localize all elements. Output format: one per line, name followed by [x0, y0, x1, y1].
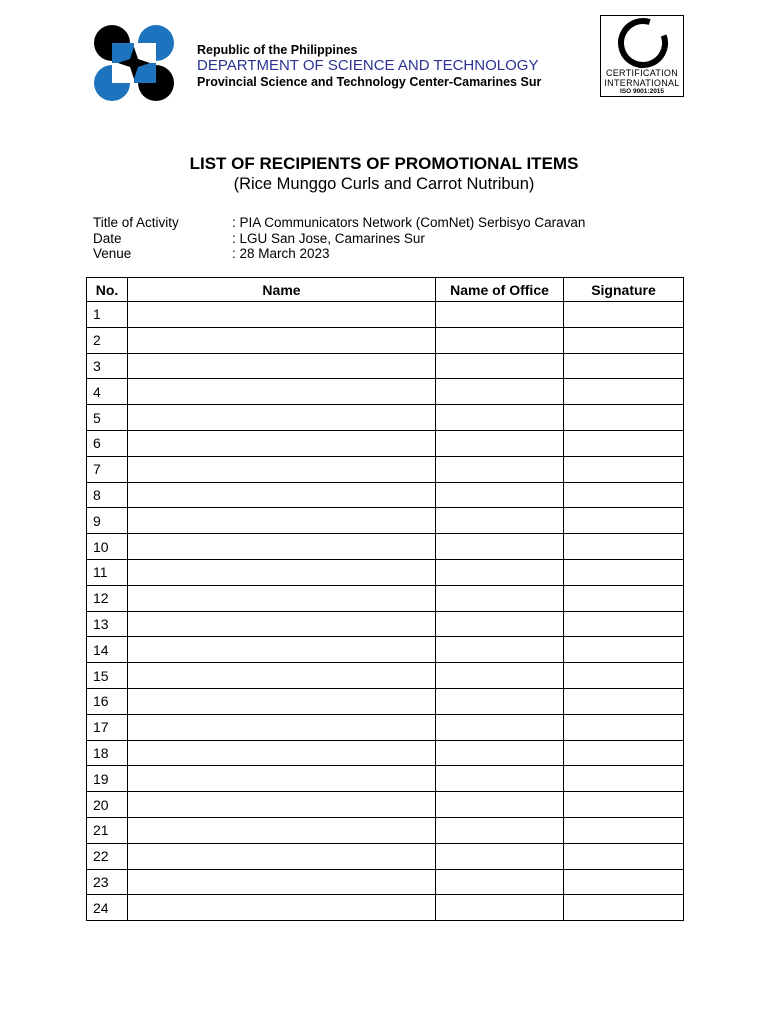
header-office: Name of Office [436, 278, 564, 302]
signature-cell [564, 585, 684, 611]
row-number-cell: 7 [87, 456, 128, 482]
table-row [87, 792, 684, 818]
table-row [87, 456, 684, 482]
signature-cell [564, 430, 684, 456]
signature-cell [564, 302, 684, 328]
table-row [87, 302, 684, 328]
row-number-cell: 21 [87, 817, 128, 843]
office-cell [436, 766, 564, 792]
signature-cell [564, 353, 684, 379]
row-number-cell: 19 [87, 766, 128, 792]
row-number-cell: 2 [87, 327, 128, 353]
activity-value: : PIA Communicators Network (ComNet) Serbisyo Caravan [232, 215, 586, 230]
row-number-cell: 13 [87, 611, 128, 637]
row-number-cell: 16 [87, 688, 128, 714]
name-cell [128, 637, 436, 663]
row-number-cell: 1 [87, 302, 128, 328]
name-cell [128, 508, 436, 534]
name-cell [128, 817, 436, 843]
certification-ring-icon [601, 16, 685, 70]
table-row [87, 585, 684, 611]
office-cell [436, 843, 564, 869]
activity-label: Title of Activity [93, 215, 179, 230]
table-row [87, 482, 684, 508]
table-row [87, 663, 684, 689]
office-cell [436, 740, 564, 766]
office-cell [436, 405, 564, 431]
name-cell [128, 611, 436, 637]
name-cell [128, 740, 436, 766]
table-row [87, 559, 684, 585]
venue-value: : 28 March 2023 [232, 246, 330, 261]
row-number-cell: 12 [87, 585, 128, 611]
signature-cell [564, 740, 684, 766]
name-cell [128, 482, 436, 508]
name-cell [128, 869, 436, 895]
name-cell [128, 353, 436, 379]
table-row [87, 534, 684, 560]
venue-label: Venue [93, 246, 132, 261]
signature-cell [564, 637, 684, 663]
office-cell [436, 869, 564, 895]
office-cell [436, 430, 564, 456]
table-row [87, 379, 684, 405]
name-cell [128, 327, 436, 353]
office-cell [436, 302, 564, 328]
row-number-cell: 3 [87, 353, 128, 379]
name-cell [128, 714, 436, 740]
row-number-cell: 4 [87, 379, 128, 405]
office-cell [436, 585, 564, 611]
name-cell [128, 663, 436, 689]
signature-cell [564, 405, 684, 431]
office-cell [436, 353, 564, 379]
department-line: DEPARTMENT OF SCIENCE AND TECHNOLOGY [197, 57, 539, 75]
row-number-cell: 6 [87, 430, 128, 456]
activity-row [93, 215, 585, 231]
office-cell [436, 559, 564, 585]
signature-cell [564, 843, 684, 869]
signature-cell [564, 688, 684, 714]
row-number-cell: 5 [87, 405, 128, 431]
table-row [87, 766, 684, 792]
header-name: Name [128, 278, 436, 302]
table-row [87, 327, 684, 353]
office-cell [436, 456, 564, 482]
certification-badge [600, 15, 684, 97]
name-cell [128, 559, 436, 585]
office-cell [436, 534, 564, 560]
date-label: Date [93, 230, 122, 246]
name-cell [128, 302, 436, 328]
republic-line: Republic of the Philippines [197, 43, 358, 57]
signature-cell [564, 456, 684, 482]
signature-cell [564, 766, 684, 792]
office-cell [436, 688, 564, 714]
header-no: No. [87, 278, 128, 302]
name-cell [128, 792, 436, 818]
recipients-table [86, 277, 684, 921]
signature-cell [564, 663, 684, 689]
row-number-cell: 22 [87, 843, 128, 869]
office-cell [436, 611, 564, 637]
table-row [87, 405, 684, 431]
cert-line-1: CERTIFICATION [605, 68, 679, 78]
row-number-cell: 20 [87, 792, 128, 818]
table-row [87, 843, 684, 869]
name-cell [128, 456, 436, 482]
row-number-cell: 8 [87, 482, 128, 508]
name-cell [128, 379, 436, 405]
signature-cell [564, 714, 684, 740]
office-cell [436, 792, 564, 818]
row-number-cell: 18 [87, 740, 128, 766]
header-signature: Signature [564, 278, 684, 302]
name-cell [128, 895, 436, 921]
row-number-cell: 11 [87, 559, 128, 585]
agency-header [197, 43, 541, 89]
table-row [87, 895, 684, 921]
signature-cell [564, 508, 684, 534]
office-cell [436, 895, 564, 921]
signature-cell [564, 482, 684, 508]
signature-cell [564, 327, 684, 353]
office-cell [436, 508, 564, 534]
provincial-line: Provincial Science and Technology Center-Camarines Sur [197, 74, 542, 89]
table-row [87, 869, 684, 895]
row-number-cell: 23 [87, 869, 128, 895]
name-cell [128, 843, 436, 869]
office-cell [436, 379, 564, 405]
signature-cell [564, 534, 684, 560]
table-row [87, 430, 684, 456]
table-row [87, 688, 684, 714]
signature-cell [564, 379, 684, 405]
dost-logo [94, 25, 174, 101]
table-row [87, 817, 684, 843]
office-cell [436, 817, 564, 843]
name-cell [128, 585, 436, 611]
row-number-cell: 15 [87, 663, 128, 689]
row-number-cell: 9 [87, 508, 128, 534]
name-cell [128, 430, 436, 456]
office-cell [436, 637, 564, 663]
row-number-cell: 14 [87, 637, 128, 663]
row-number-cell: 24 [87, 895, 128, 921]
signature-cell [564, 817, 684, 843]
name-cell [128, 688, 436, 714]
cert-line-3: ISO 9001:2015 [619, 88, 665, 95]
signature-cell [564, 869, 684, 895]
signature-cell [564, 559, 684, 585]
venue-row [93, 246, 585, 262]
table-row [87, 611, 684, 637]
signature-cell [564, 792, 684, 818]
cert-line-2: INTERNATIONAL [604, 78, 680, 88]
name-cell [128, 405, 436, 431]
office-cell [436, 663, 564, 689]
name-cell [128, 534, 436, 560]
table-row [87, 353, 684, 379]
document-title: LIST OF RECIPIENTS OF PROMOTIONAL ITEMS [189, 154, 579, 173]
table-body [87, 302, 684, 921]
row-number-cell: 10 [87, 534, 128, 560]
table-row [87, 508, 684, 534]
document-subtitle: (Rice Munggo Curls and Carrot Nutribun) [233, 175, 535, 193]
office-cell [436, 327, 564, 353]
signature-cell [564, 611, 684, 637]
name-cell [128, 766, 436, 792]
activity-info [93, 215, 585, 262]
row-number-cell: 17 [87, 714, 128, 740]
office-cell [436, 714, 564, 740]
signature-cell [564, 895, 684, 921]
date-row [93, 231, 585, 247]
date-value: : LGU San Jose, Camarines Sur [232, 230, 425, 246]
table-header-row [87, 278, 684, 302]
table-row [87, 740, 684, 766]
table-row [87, 714, 684, 740]
table-row [87, 637, 684, 663]
office-cell [436, 482, 564, 508]
